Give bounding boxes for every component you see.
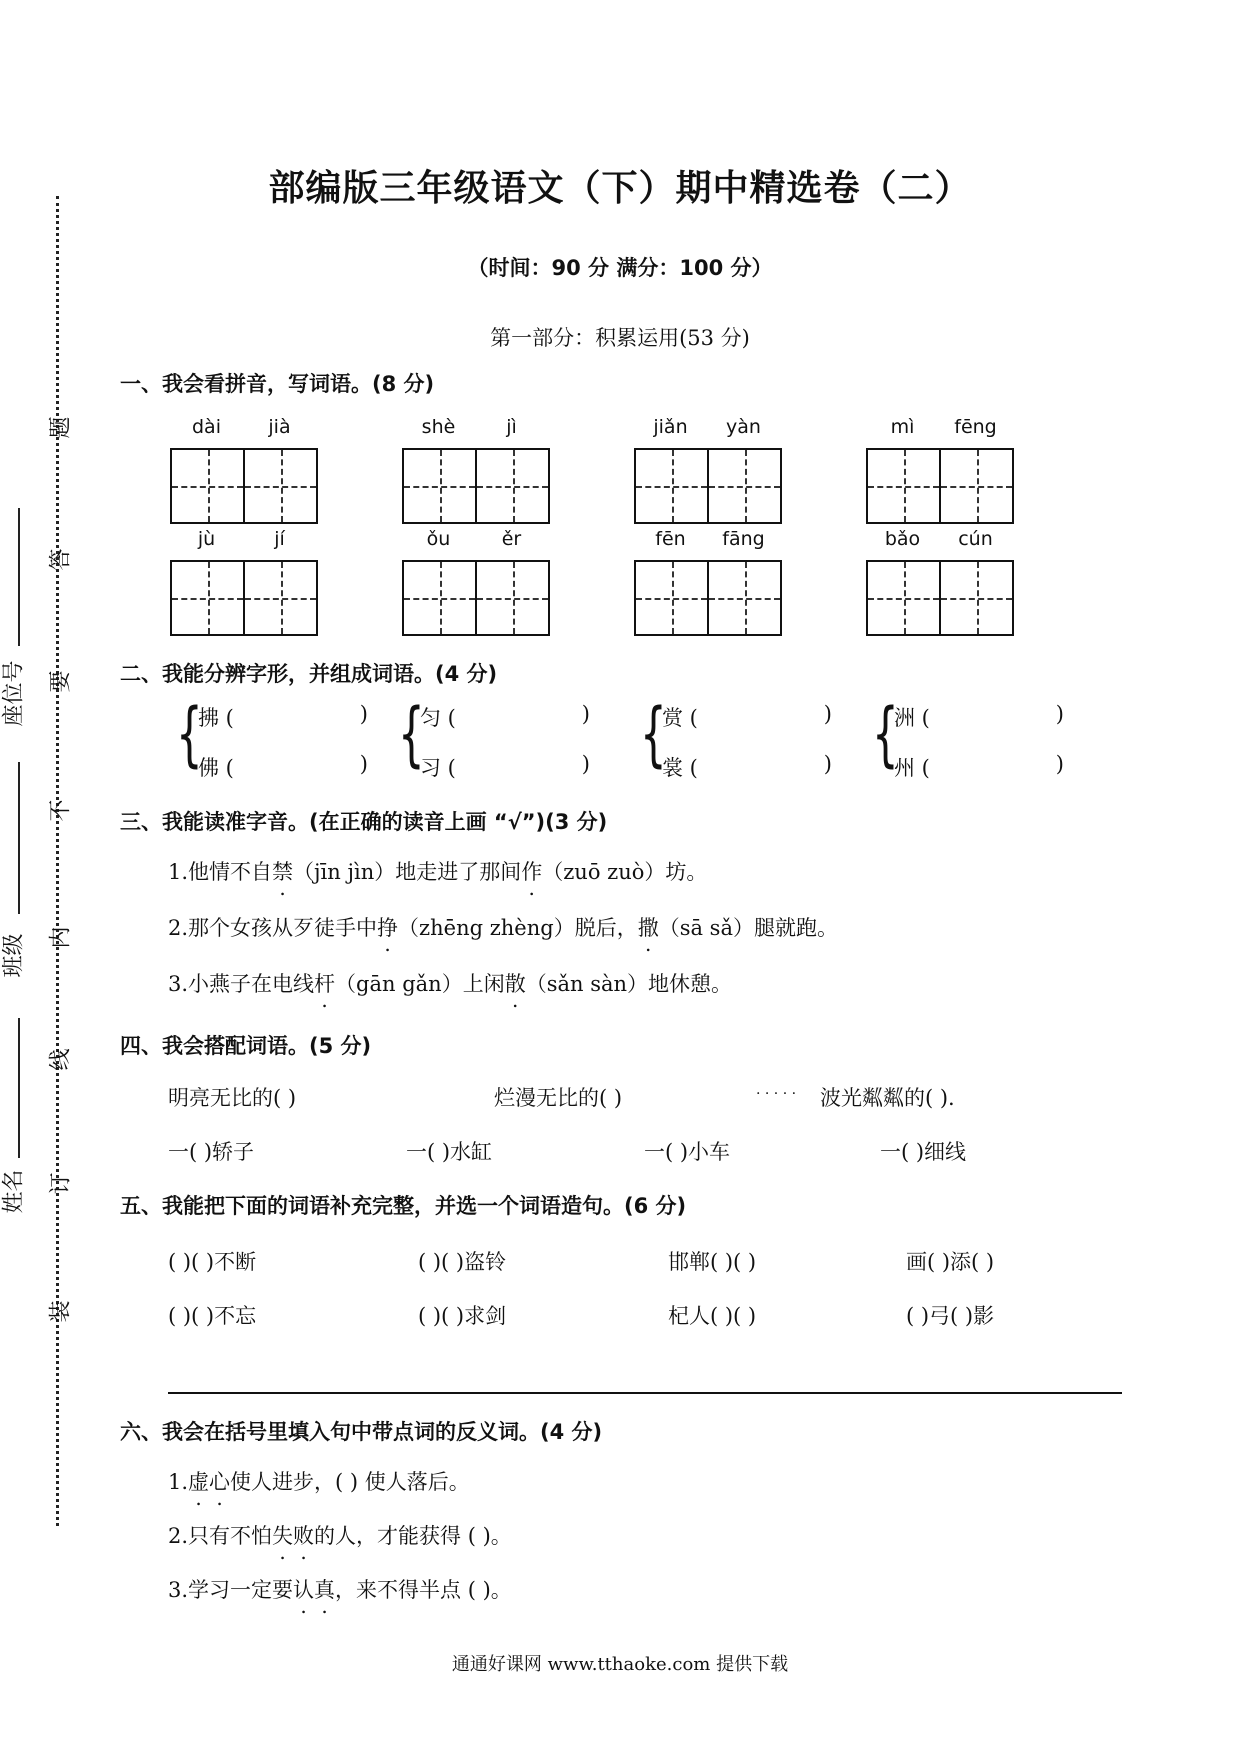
seal-char: 装 [48, 1300, 74, 1323]
match-item: 波光粼粼的( ). [820, 1086, 955, 1110]
page-title: 部编版三年级语文（下）期中精选卷（二） [268, 168, 972, 209]
pinyin-label: ǒu [426, 528, 451, 550]
idiom-item: 杞人( )( ) [668, 1304, 757, 1328]
class-label: 班级 [1, 933, 27, 978]
pinyin-label: ěr [501, 528, 522, 550]
question-3-1: 1.他情不自禁（jīn jìn）地走进了那间作（zuō zuò）坊。 [168, 860, 708, 884]
pinyin-label: jù [197, 528, 216, 550]
idiom-item: ( )弓( )影 [906, 1304, 995, 1328]
section-2-heading: 二、我能分辨字形，并组成词语。(4 分) [120, 662, 498, 686]
char-label: 拂 [198, 706, 219, 730]
pinyin-label: shè [421, 416, 456, 438]
char-pair-group: { 拂 ( ) 佛 ( ) [176, 693, 368, 780]
section-5-heading: 五、我能把下面的词语补充完整，并选一个词语造句。(6 分) [120, 1194, 687, 1218]
part-heading: 第一部分：积累运用(53 分) [490, 326, 750, 350]
pinyin-label: mì [890, 416, 915, 438]
question-3-3: 3.小燕子在电线杆（gān gǎn）上闲散（sǎn sàn）地休憩。 [168, 972, 733, 996]
name-line[interactable] [18, 1018, 20, 1158]
seal-char: 要 [48, 670, 74, 693]
idiom-item: ( )( )盗铃 [418, 1250, 507, 1274]
name-label: 姓名 [1, 1169, 27, 1214]
pinyin-label: dài [192, 416, 221, 438]
idiom-item: ( )( )不断 [168, 1250, 257, 1274]
pinyin-label: bǎo [884, 528, 921, 550]
pinyin-label: jí [274, 528, 285, 550]
measure-word-item: 一( )水缸 [406, 1140, 493, 1164]
question-6-3: 3.学习一定要认真，来不得半点 ( )。 [168, 1578, 512, 1602]
seal-char: 内 [48, 926, 74, 949]
idiom-item: 画( )添( ) [906, 1250, 995, 1274]
char-label: 洲 [894, 706, 915, 730]
pinyin-label: fēn [655, 528, 686, 550]
section-4-heading: 四、我会搭配词语。(5 分) [120, 1034, 372, 1058]
char-label: 佛 [198, 756, 219, 780]
pinyin-label: jiǎn [653, 416, 688, 438]
char-label: 州 [894, 756, 915, 780]
seal-char: 不 [48, 799, 74, 822]
sentence-answer-line[interactable] [168, 1392, 1122, 1394]
exam-time-score: （时间：90 分 满分：100 分） [467, 256, 773, 280]
idiom-item: ( )( )求剑 [418, 1304, 507, 1328]
match-item: 明亮无比的( ) [168, 1086, 297, 1110]
binding-dotted-line [56, 196, 59, 1526]
char-label: 裳 [662, 756, 683, 780]
char-pair-group: { 赏 ( ) 裳 ( ) [640, 693, 832, 780]
section-1-heading: 一、我会看拼音，写词语。(8 分) [120, 372, 435, 396]
question-6-1: 1.虚心使人进步，( ) 使人落后。 [168, 1470, 470, 1494]
char-label: 赏 [662, 706, 683, 730]
char-label: 匀 [420, 706, 441, 730]
seal-char: 线 [48, 1048, 74, 1071]
pinyin-label: cún [958, 528, 993, 550]
seal-char: 订 [48, 1172, 74, 1195]
measure-word-item: 一( )细线 [880, 1140, 967, 1164]
pinyin-label: jì [506, 416, 517, 438]
footer-source: 通通好课网 www.tthaoke.com 提供下载 [451, 1654, 789, 1675]
measure-word-item: 一( )轿子 [168, 1140, 255, 1164]
char-label: 习 [420, 756, 441, 780]
seat-number-label: 座位号 [1, 660, 27, 727]
dot-leader: . . . . . [756, 1082, 797, 1098]
pinyin-label: jià [268, 416, 291, 438]
pinyin-label: yàn [726, 416, 761, 438]
section-3-heading: 三、我能读准字音。(在正确的读音上画 “√”)(3 分) [120, 810, 608, 834]
seal-char: 答 [48, 548, 74, 571]
idiom-item: ( )( )不忘 [168, 1304, 257, 1328]
question-6-2: 2.只有不怕失败的人，才能获得 ( )。 [168, 1524, 512, 1548]
match-item: 烂漫无比的( ) [494, 1086, 623, 1110]
idiom-item: 邯郸( )( ) [668, 1250, 757, 1274]
question-3-2: 2.那个女孩从歹徒手中挣（zhēng zhèng）脱后，撒（sā sǎ）腿就跑。 [168, 916, 838, 940]
char-pair-group: { 洲 ( ) 州 ( ) [872, 693, 1064, 780]
measure-word-item: 一( )小车 [644, 1140, 731, 1164]
char-pair-group: { 匀 ( ) 习 ( ) [398, 693, 590, 780]
class-line[interactable] [18, 762, 20, 914]
seat-number-line[interactable] [18, 508, 20, 646]
section-6-heading: 六、我会在括号里填入句中带点词的反义词。(4 分) [120, 1420, 603, 1444]
pinyin-label: fēng [954, 416, 997, 438]
pinyin-label: fāng [722, 528, 765, 550]
seal-char: 题 [48, 416, 74, 439]
